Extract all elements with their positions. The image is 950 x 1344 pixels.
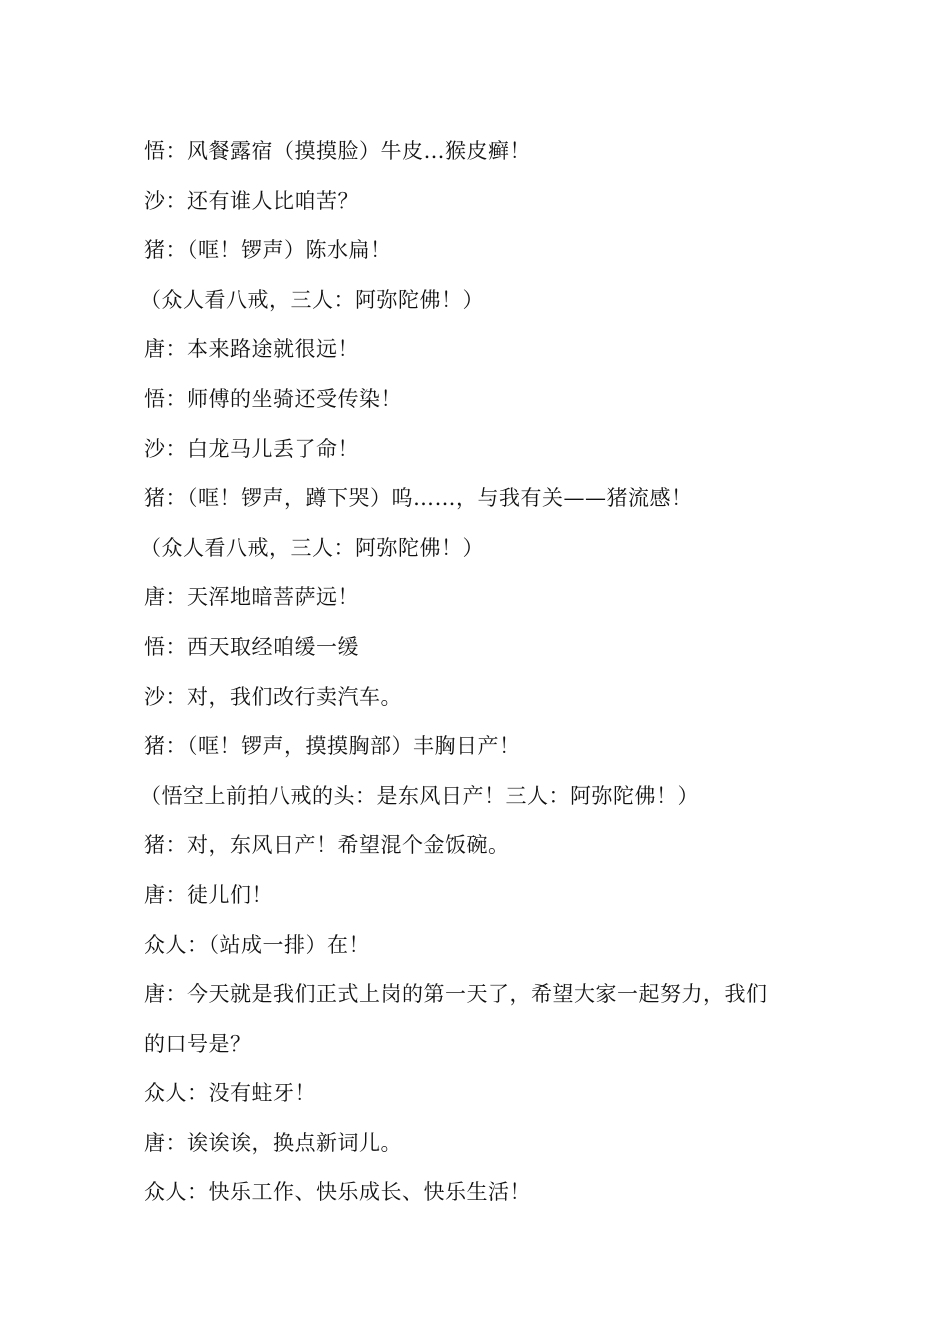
dialogue-line: 唐：徒儿们！ — [144, 882, 273, 907]
stage-direction-line: （悟空上前拍八戒的头：是东风日产！三人：阿弥陀佛！） — [140, 783, 699, 808]
dialogue-line: 唐：本来路途就很远！ — [144, 337, 359, 362]
script-body — [140, 127, 814, 1218]
stage-direction-line: （众人看八戒，三人：阿弥陀佛！） — [140, 287, 484, 312]
dialogue-line: 唐：今天就是我们正式上岗的第一天了，希望大家一起努力，我们 — [144, 982, 768, 1007]
dialogue-line-continuation: 的口号是？ — [144, 1031, 252, 1056]
dialogue-line: 众人：快乐工作、快乐成长、快乐生活！ — [144, 1180, 531, 1205]
dialogue-line: 悟：风餐露宿（摸摸脸）牛皮…猴皮癣！ — [144, 139, 531, 163]
dialogue-line: 唐：诶诶诶，换点新词儿。 — [144, 1130, 402, 1155]
dialogue-line: 猪：对，东风日产！希望混个金饭碗。 — [144, 833, 510, 858]
dialogue-line: 猪：（哐！锣声，摸摸胸部）丰胸日产！ — [144, 734, 521, 759]
dialogue-line: 猪：（哐！锣声）陈水扁！ — [144, 238, 392, 263]
dialogue-line: 沙：还有谁人比咱苦？ — [144, 188, 359, 213]
dialogue-line: 众人：没有蛀牙！ — [144, 1081, 316, 1106]
dialogue-line: 悟：师傅的坐骑还受传染！ — [144, 386, 402, 411]
stage-direction-line: （众人看八戒，三人：阿弥陀佛！） — [140, 535, 484, 560]
dialogue-line: 唐：天浑地暗菩萨远！ — [144, 585, 359, 610]
dialogue-line: 悟：西天取经咱缓一缓 — [144, 634, 359, 659]
dialogue-line: 众人：（站成一排）在！ — [144, 932, 370, 957]
dialogue-line: 沙：对，我们改行卖汽车。 — [144, 684, 402, 709]
dialogue-line: 猪：（哐！锣声，蹲下哭）呜……，与我有关——猪流感！ — [144, 486, 693, 511]
dialogue-line: 沙：白龙马儿丢了命！ — [144, 436, 359, 461]
